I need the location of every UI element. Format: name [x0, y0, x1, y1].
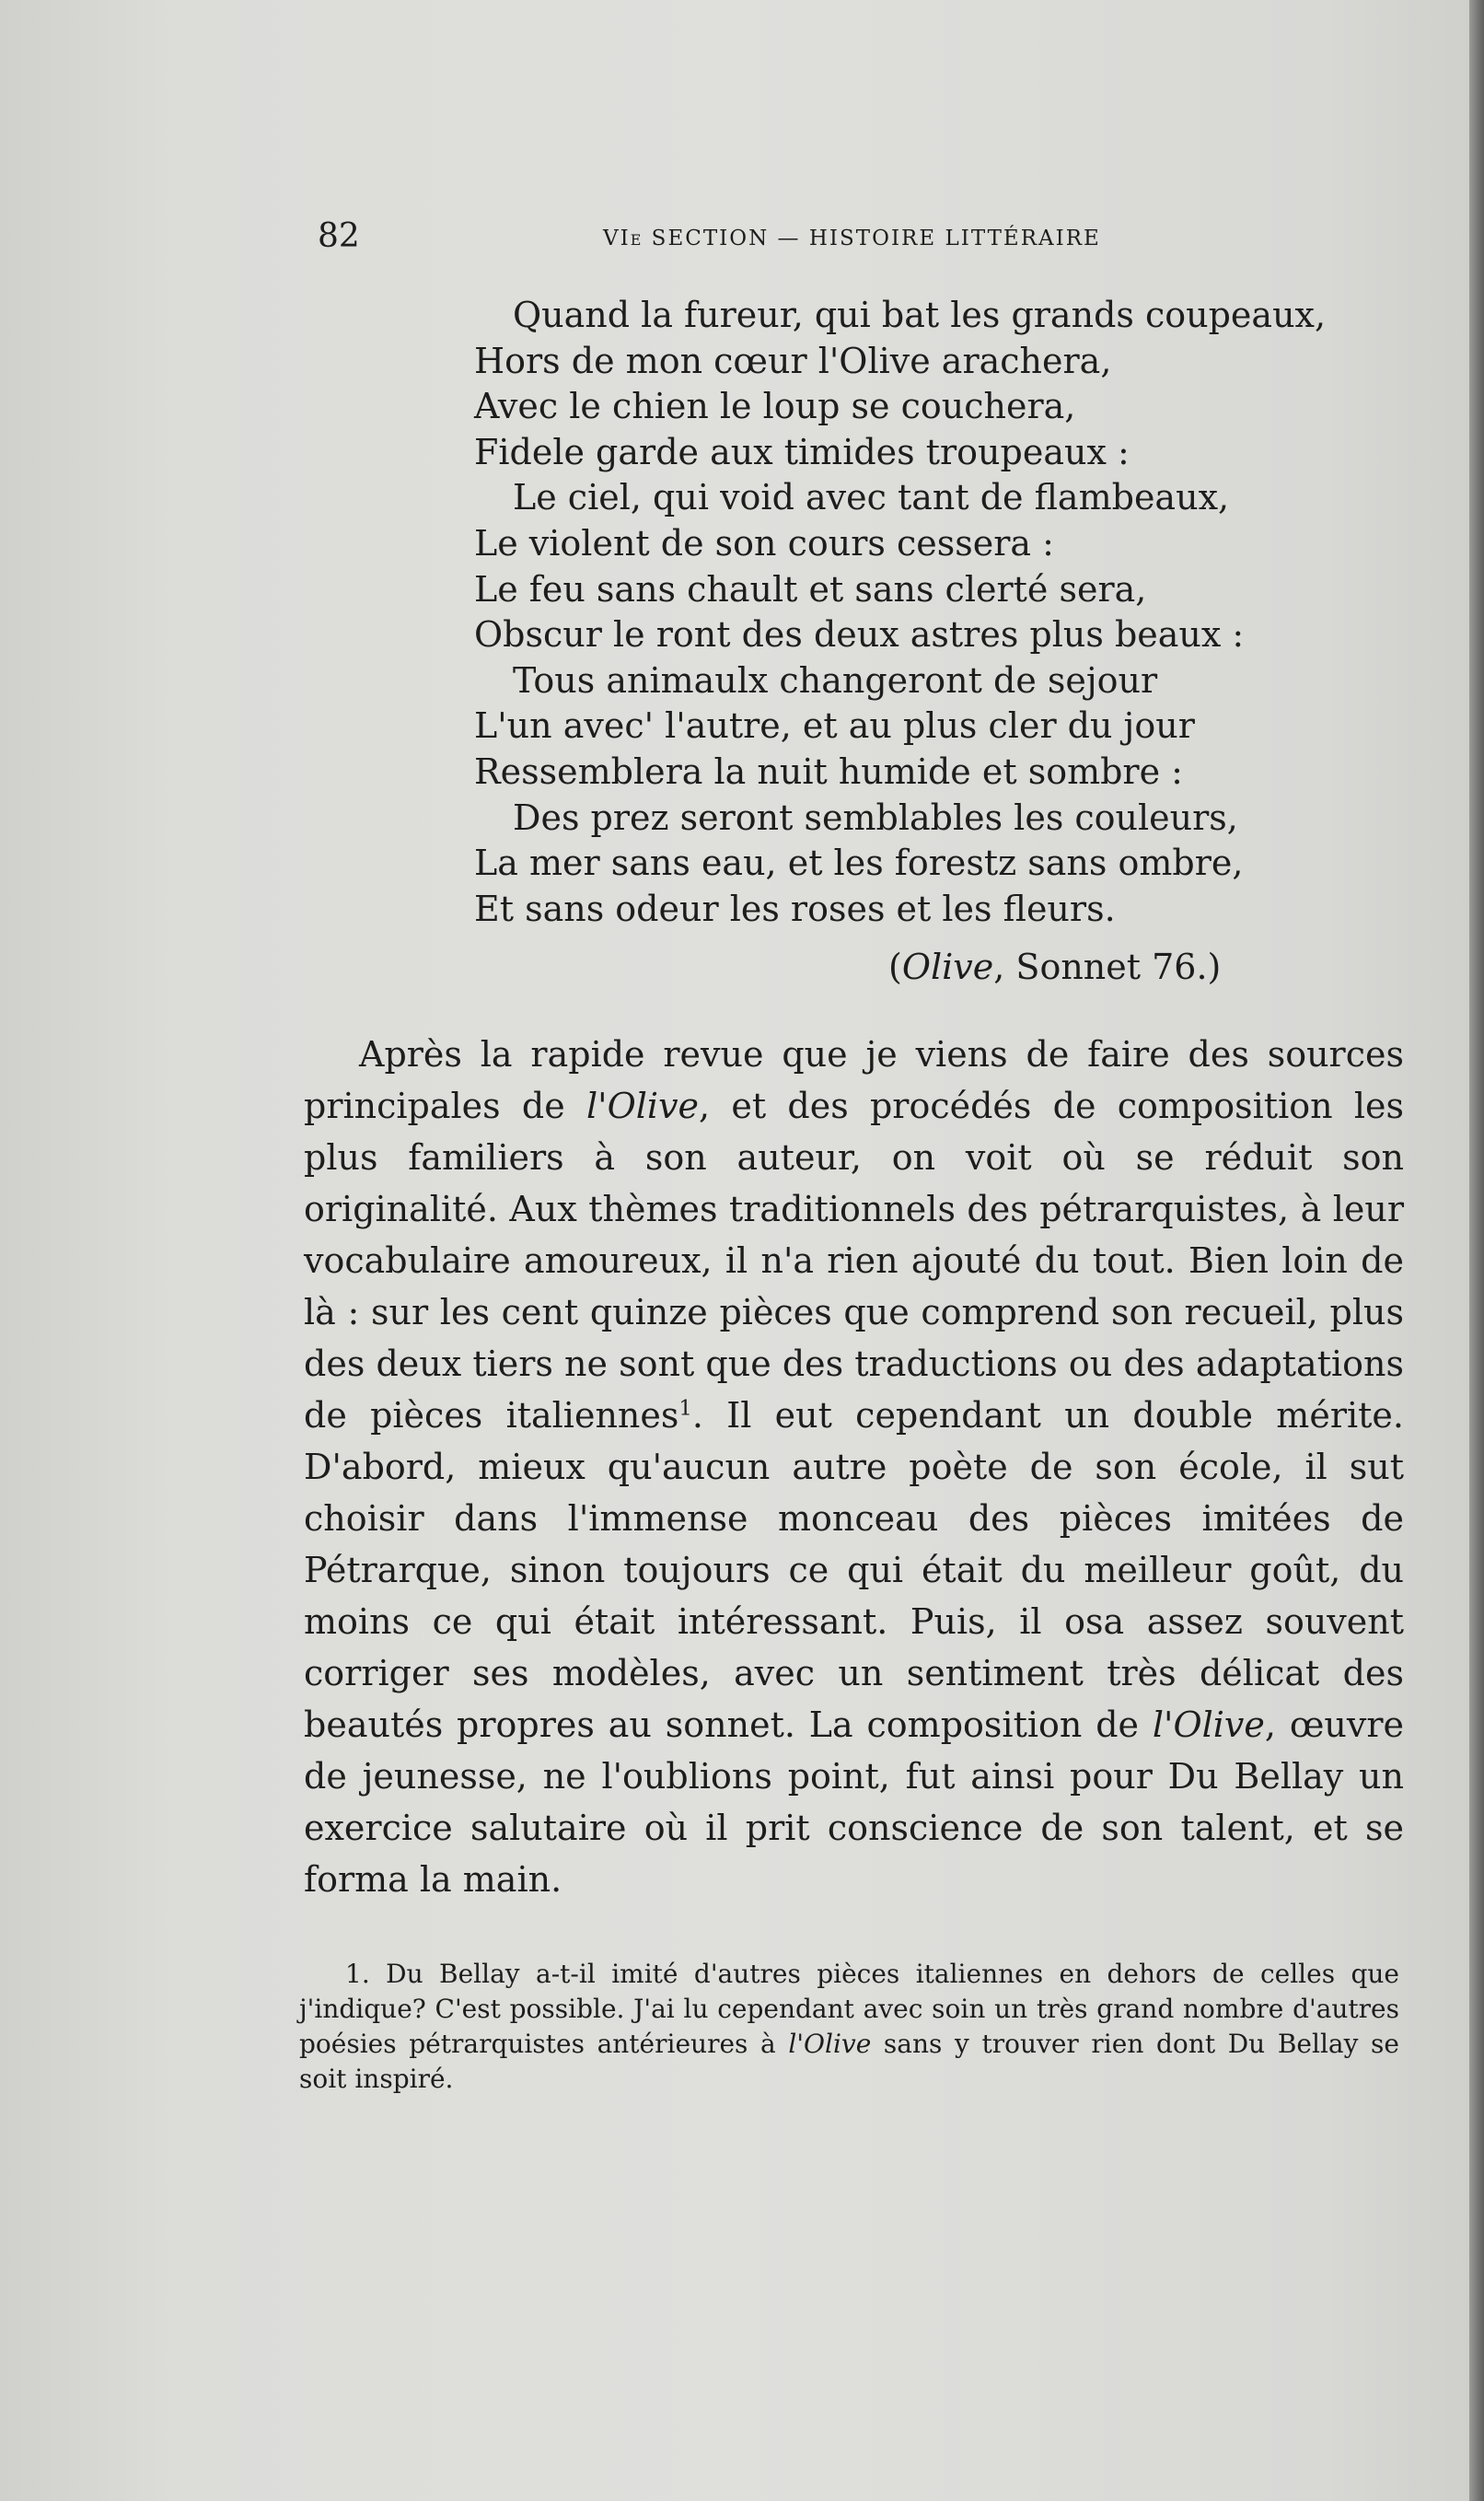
poem-line: Avec le chien le loup se couchera,	[474, 386, 1076, 427]
page-number: 82	[318, 217, 360, 255]
citation-open: (	[888, 947, 902, 987]
poem-line: Fidele garde aux timides troupeaux :	[474, 431, 1130, 472]
prose-text: . Il eut cependant un double mérite. D'abord, mieux qu'aucun autre poète de son école, il sut choisir dans l'immense monceau des pièces imitées de Pétrarque, sinon toujours ce qui était du meilleur goût, du moins ce qui était intéressant. Puis, il osa assez souvent corriger ses modèles, avec un sentiment très délicat des beautés propres au sonnet. La composition de	[304, 1395, 1404, 1745]
poem-line: Des prez seront semblables les couleurs,	[513, 797, 1238, 838]
citation-work: Olive	[901, 947, 994, 987]
footnote-text: sans y trouver rien dont Du Bellay se soit inspiré.	[299, 2029, 1399, 2094]
prose-text: , et des procédés de composition les plus familiers à son auteur, on voit où se réduit son originalité. Aux thèmes traditionnels des pétrarquistes, à leur vocabulaire amoureux, il n'a rien ajouté du tout. Bien loin de là : sur les cent quinze pièces que comprend son recueil, plus des deux tiers ne sont que des traductions ou des adaptations de pièces italiennes	[304, 1086, 1404, 1436]
body-paragraph	[304, 1029, 1404, 1905]
prose-text: , œuvre de jeunesse, ne l'oublions point, fut ainsi pour Du Bellay un exercice salutaire où il prit conscience de son talent, et se forma la main.	[304, 1704, 1404, 1900]
citation-rest: , Sonnet 76.)	[993, 947, 1222, 987]
work-title: l'Olive	[1152, 1704, 1265, 1745]
poem-citation	[888, 947, 1221, 987]
footnote	[299, 1957, 1399, 2097]
page-edge-shadow	[1469, 0, 1484, 2501]
work-title: l'Olive	[788, 2029, 872, 2059]
poem-line: Obscur le ront des deux astres plus beaux :	[474, 614, 1245, 656]
poem-line: Hors de mon cœur l'Olive arachera,	[474, 340, 1112, 381]
poem-line: Quand la fureur, qui bat les grands coupeaux,	[513, 295, 1327, 335]
footnote-text: Du Bellay a-t-il imité d'autres pièces italiennes en dehors de celles que j'indique? C'est possible. J'ai lu cependant avec soin un très grand nombre d'autres poésies pétrarquistes antérieures à	[299, 1959, 1400, 2059]
running-head	[318, 217, 1146, 263]
section-title: VIe SECTION — HISTOIRE LITTÉRAIRE	[603, 227, 1101, 250]
sonnet	[474, 293, 1358, 932]
poem-line: Le feu sans chault et sans clerté sera,	[474, 568, 1147, 610]
poem-line: Et sans odeur les roses et les fleurs.	[474, 888, 1116, 929]
poem-line: Le ciel, qui void avec tant de flambeaux,	[513, 477, 1230, 518]
poem-line: Le violent de son cours cessera :	[474, 522, 1054, 564]
poem-line: Ressemblera la nuit humide et sombre :	[474, 750, 1183, 792]
poem-line: La mer sans eau, et les forestz sans ombre,	[474, 843, 1244, 884]
footnote-number: 1.	[345, 1959, 370, 1989]
footnote-reference: 1	[678, 1396, 692, 1421]
prose-text: Après la rapide revue que je viens de faire des sources principales de	[304, 1034, 1404, 1126]
poem-line: Tous animaulx changeront de sejour	[513, 659, 1158, 701]
poem-line: L'un avec' l'autre, et au plus cler du jour	[474, 705, 1195, 747]
work-title: l'Olive	[586, 1086, 700, 1126]
